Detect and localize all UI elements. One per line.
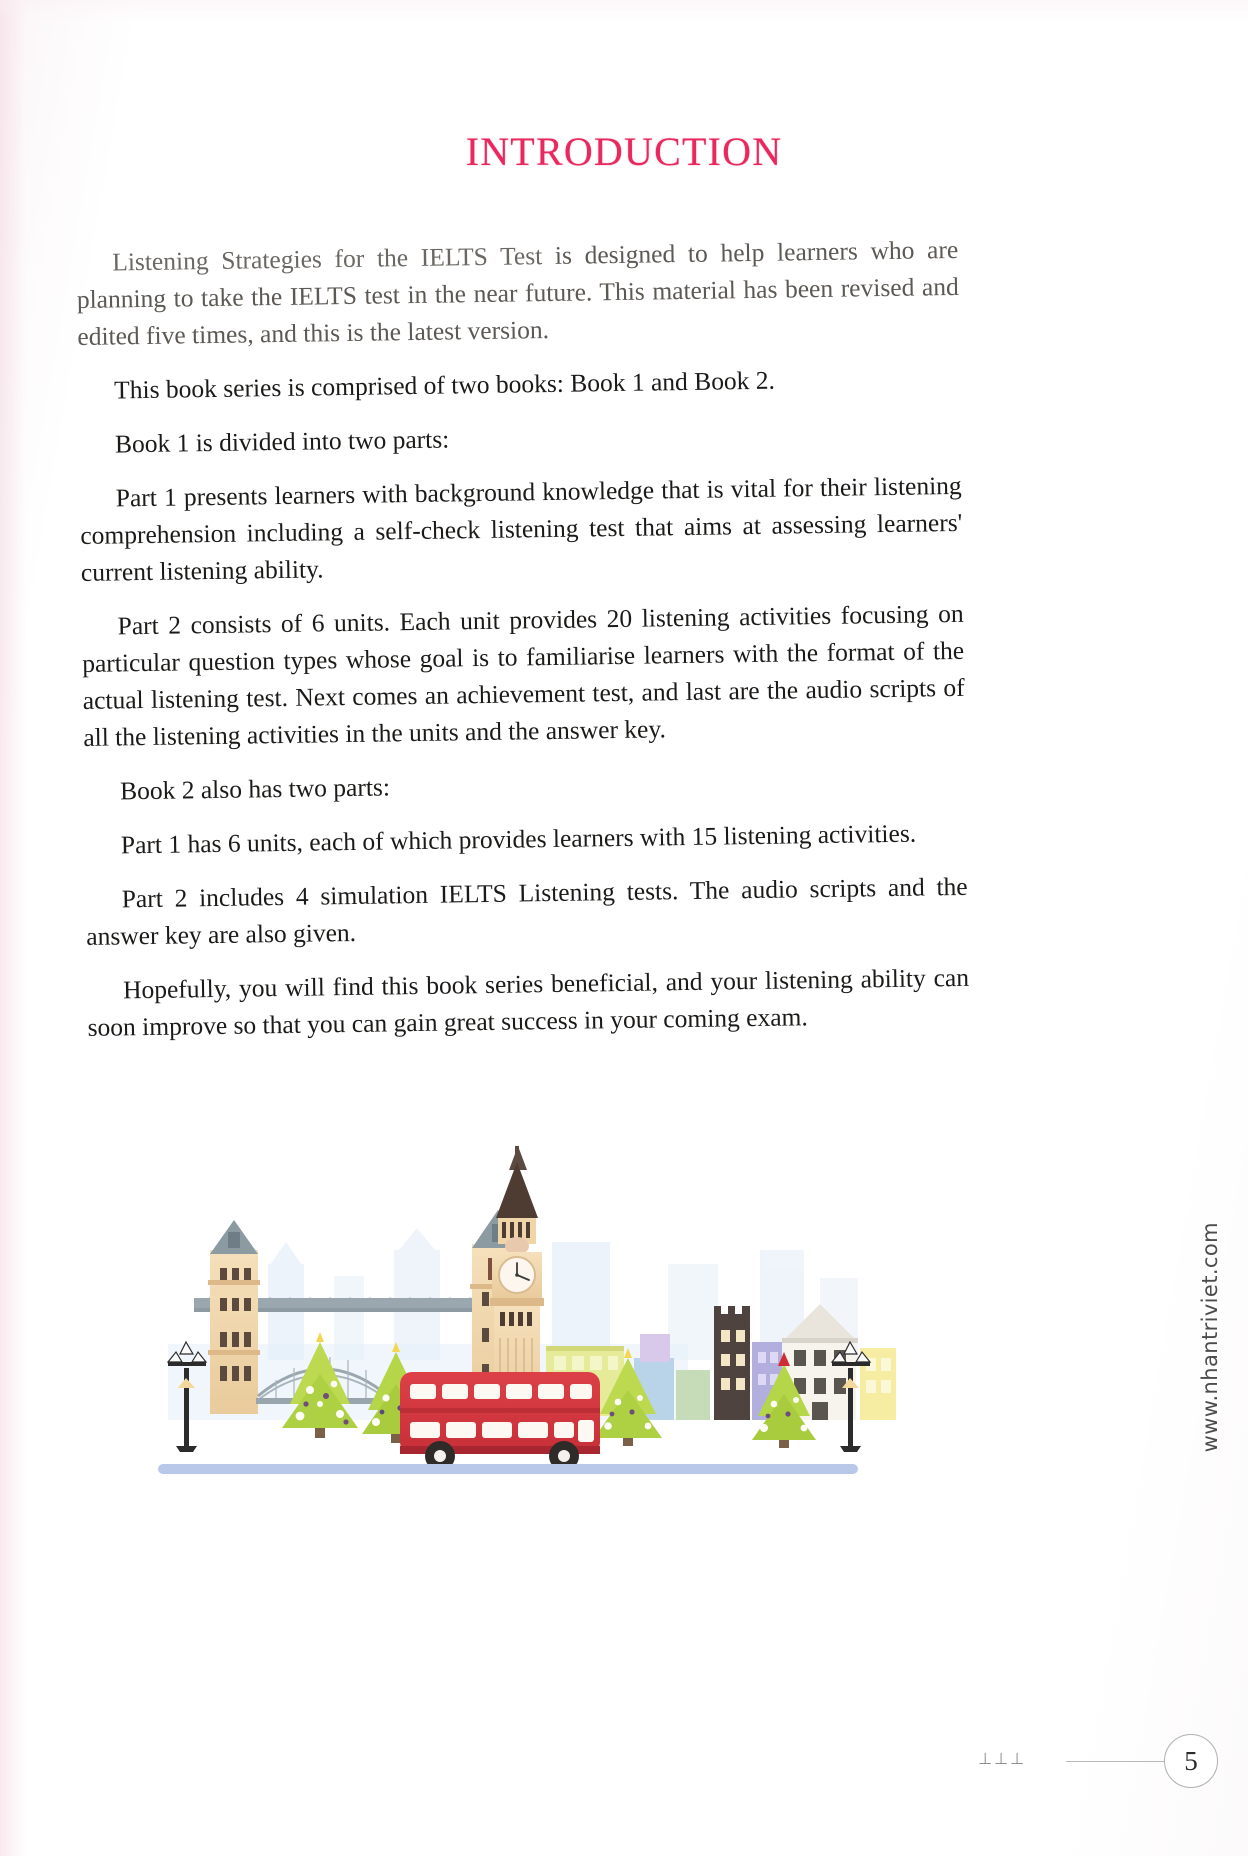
website-watermark: www.nhantriviet.com [1198, 1222, 1222, 1453]
page-footer [1066, 1734, 1218, 1788]
paragraph-book1-parts: Book 1 is divided into two parts: [114, 424, 450, 459]
double-decker-bus [400, 1372, 600, 1471]
paragraph-book2-part1: Part 1 has 6 units, each of which provides learners with 15 listening activities. [120, 818, 917, 860]
page-title: INTRODUCTION [465, 129, 783, 174]
paragraph-book1-part2: Part 2 consists of 6 units. Each unit provides 20 listening activities focusing on particular question types whose goal is to familiarise learners with the format of the actual listening test. Next comes an achievement test, and last are the audio scripts of all the listening activities in the units and the answer key. [82, 598, 965, 752]
paragraph-book2-parts: Book 2 also has two parts: [119, 772, 391, 806]
paragraph-intro-text: is designed to help learners who are planning to take the IELTS test in the near future. This material has been revised and edited five times, and this is the latest version. [76, 234, 959, 351]
paragraph-intro [76, 231, 960, 355]
book-title-emphasis: Listening Strategies for the IELTS Test [112, 241, 543, 277]
london-skyline-illustration [148, 1146, 908, 1476]
paragraph-book2-part2: Part 2 includes 4 simulation IELTS Listening tests. The audio scripts and the answer key are also given. [86, 871, 968, 951]
paragraph-closing: Hopefully, you will find this book series beneficial, and your listening ability can soon improve so that you can gain great success in your coming exam. [87, 962, 970, 1042]
background-skyline [268, 1228, 858, 1360]
page-number: 5 [1164, 1734, 1218, 1788]
ground-strip [158, 1464, 858, 1474]
paragraph-book1-part1: Part 1 presents learners with background knowledge that is vital for their listening comprehension including a self-check listening test that aims at assessing learners' current listening ability. [80, 470, 963, 587]
printer-marks: ⊥⊥⊥ [978, 1749, 1026, 1768]
body-content [76, 231, 970, 1046]
paragraph-book-series: This book series is comprised of two books: Book 1 and Book 2. [113, 365, 776, 405]
